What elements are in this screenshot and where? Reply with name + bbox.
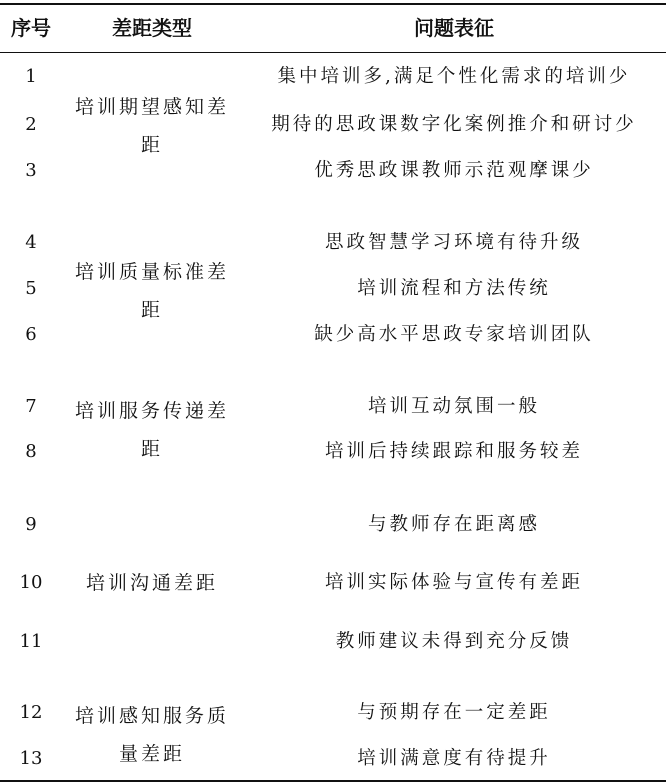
problem-cell: 培训实际体验与宣传有差距	[324, 572, 583, 593]
problem-cell: 与预期存在一定差距	[357, 702, 551, 723]
row-number: 5	[25, 278, 37, 299]
row-number: 3	[25, 160, 37, 181]
header-gap-type: 差距类型	[112, 16, 192, 40]
gap-type-line: 量差距	[118, 743, 185, 765]
gap-type-line: 培训期望感知差	[74, 96, 229, 118]
row-number: 11	[19, 631, 43, 652]
table-bottom-rule	[0, 780, 666, 782]
gap-type-cell	[62, 564, 242, 602]
gap-type-line: 培训沟通差距	[85, 572, 218, 594]
table-top-rule	[0, 3, 666, 5]
problem-cell: 思政智慧学习环境有待升级	[324, 232, 583, 253]
gap-type-cell	[62, 697, 242, 773]
row-number: 2	[25, 114, 37, 135]
gap-type-cell	[62, 88, 242, 164]
problem-cell: 培训流程和方法传统	[357, 278, 551, 299]
row-number: 10	[19, 572, 43, 593]
gap-type-line: 培训服务传递差	[74, 400, 229, 422]
row-number: 6	[25, 324, 37, 345]
row-number: 8	[25, 441, 37, 462]
row-number: 1	[25, 66, 37, 87]
problem-cell: 期待的思政课数字化案例推介和研讨少	[271, 114, 637, 135]
problem-cell: 教师建议未得到充分反馈	[335, 631, 573, 652]
problem-cell: 缺少高水平思政专家培训团队	[314, 324, 594, 345]
problem-cell: 优秀思政课教师示范观摩课少	[314, 160, 594, 181]
gap-type-line: 培训质量标准差	[74, 261, 229, 283]
header-number: 序号	[11, 16, 51, 40]
header-rule	[0, 52, 666, 53]
gap-type-cell	[62, 392, 242, 468]
row-number: 12	[19, 702, 43, 723]
problem-cell: 培训满意度有待提升	[357, 748, 551, 769]
problem-cell: 培训后持续跟踪和服务较差	[324, 441, 583, 462]
row-number: 13	[19, 748, 43, 769]
row-number: 4	[25, 232, 37, 253]
row-number: 9	[25, 514, 37, 535]
header-problem: 问题表征	[414, 16, 494, 40]
gap-type-line: 距	[140, 438, 163, 460]
problem-cell: 与教师存在距离感	[367, 514, 540, 535]
gap-type-cell	[62, 253, 242, 329]
gap-type-line: 距	[140, 134, 163, 156]
problem-cell: 集中培训多,满足个性化需求的培训少	[277, 66, 631, 87]
row-number: 7	[25, 396, 37, 417]
gap-type-line: 距	[140, 299, 163, 321]
gap-type-line: 培训感知服务质	[74, 705, 229, 727]
problem-cell: 培训互动氛围一般	[367, 396, 540, 417]
